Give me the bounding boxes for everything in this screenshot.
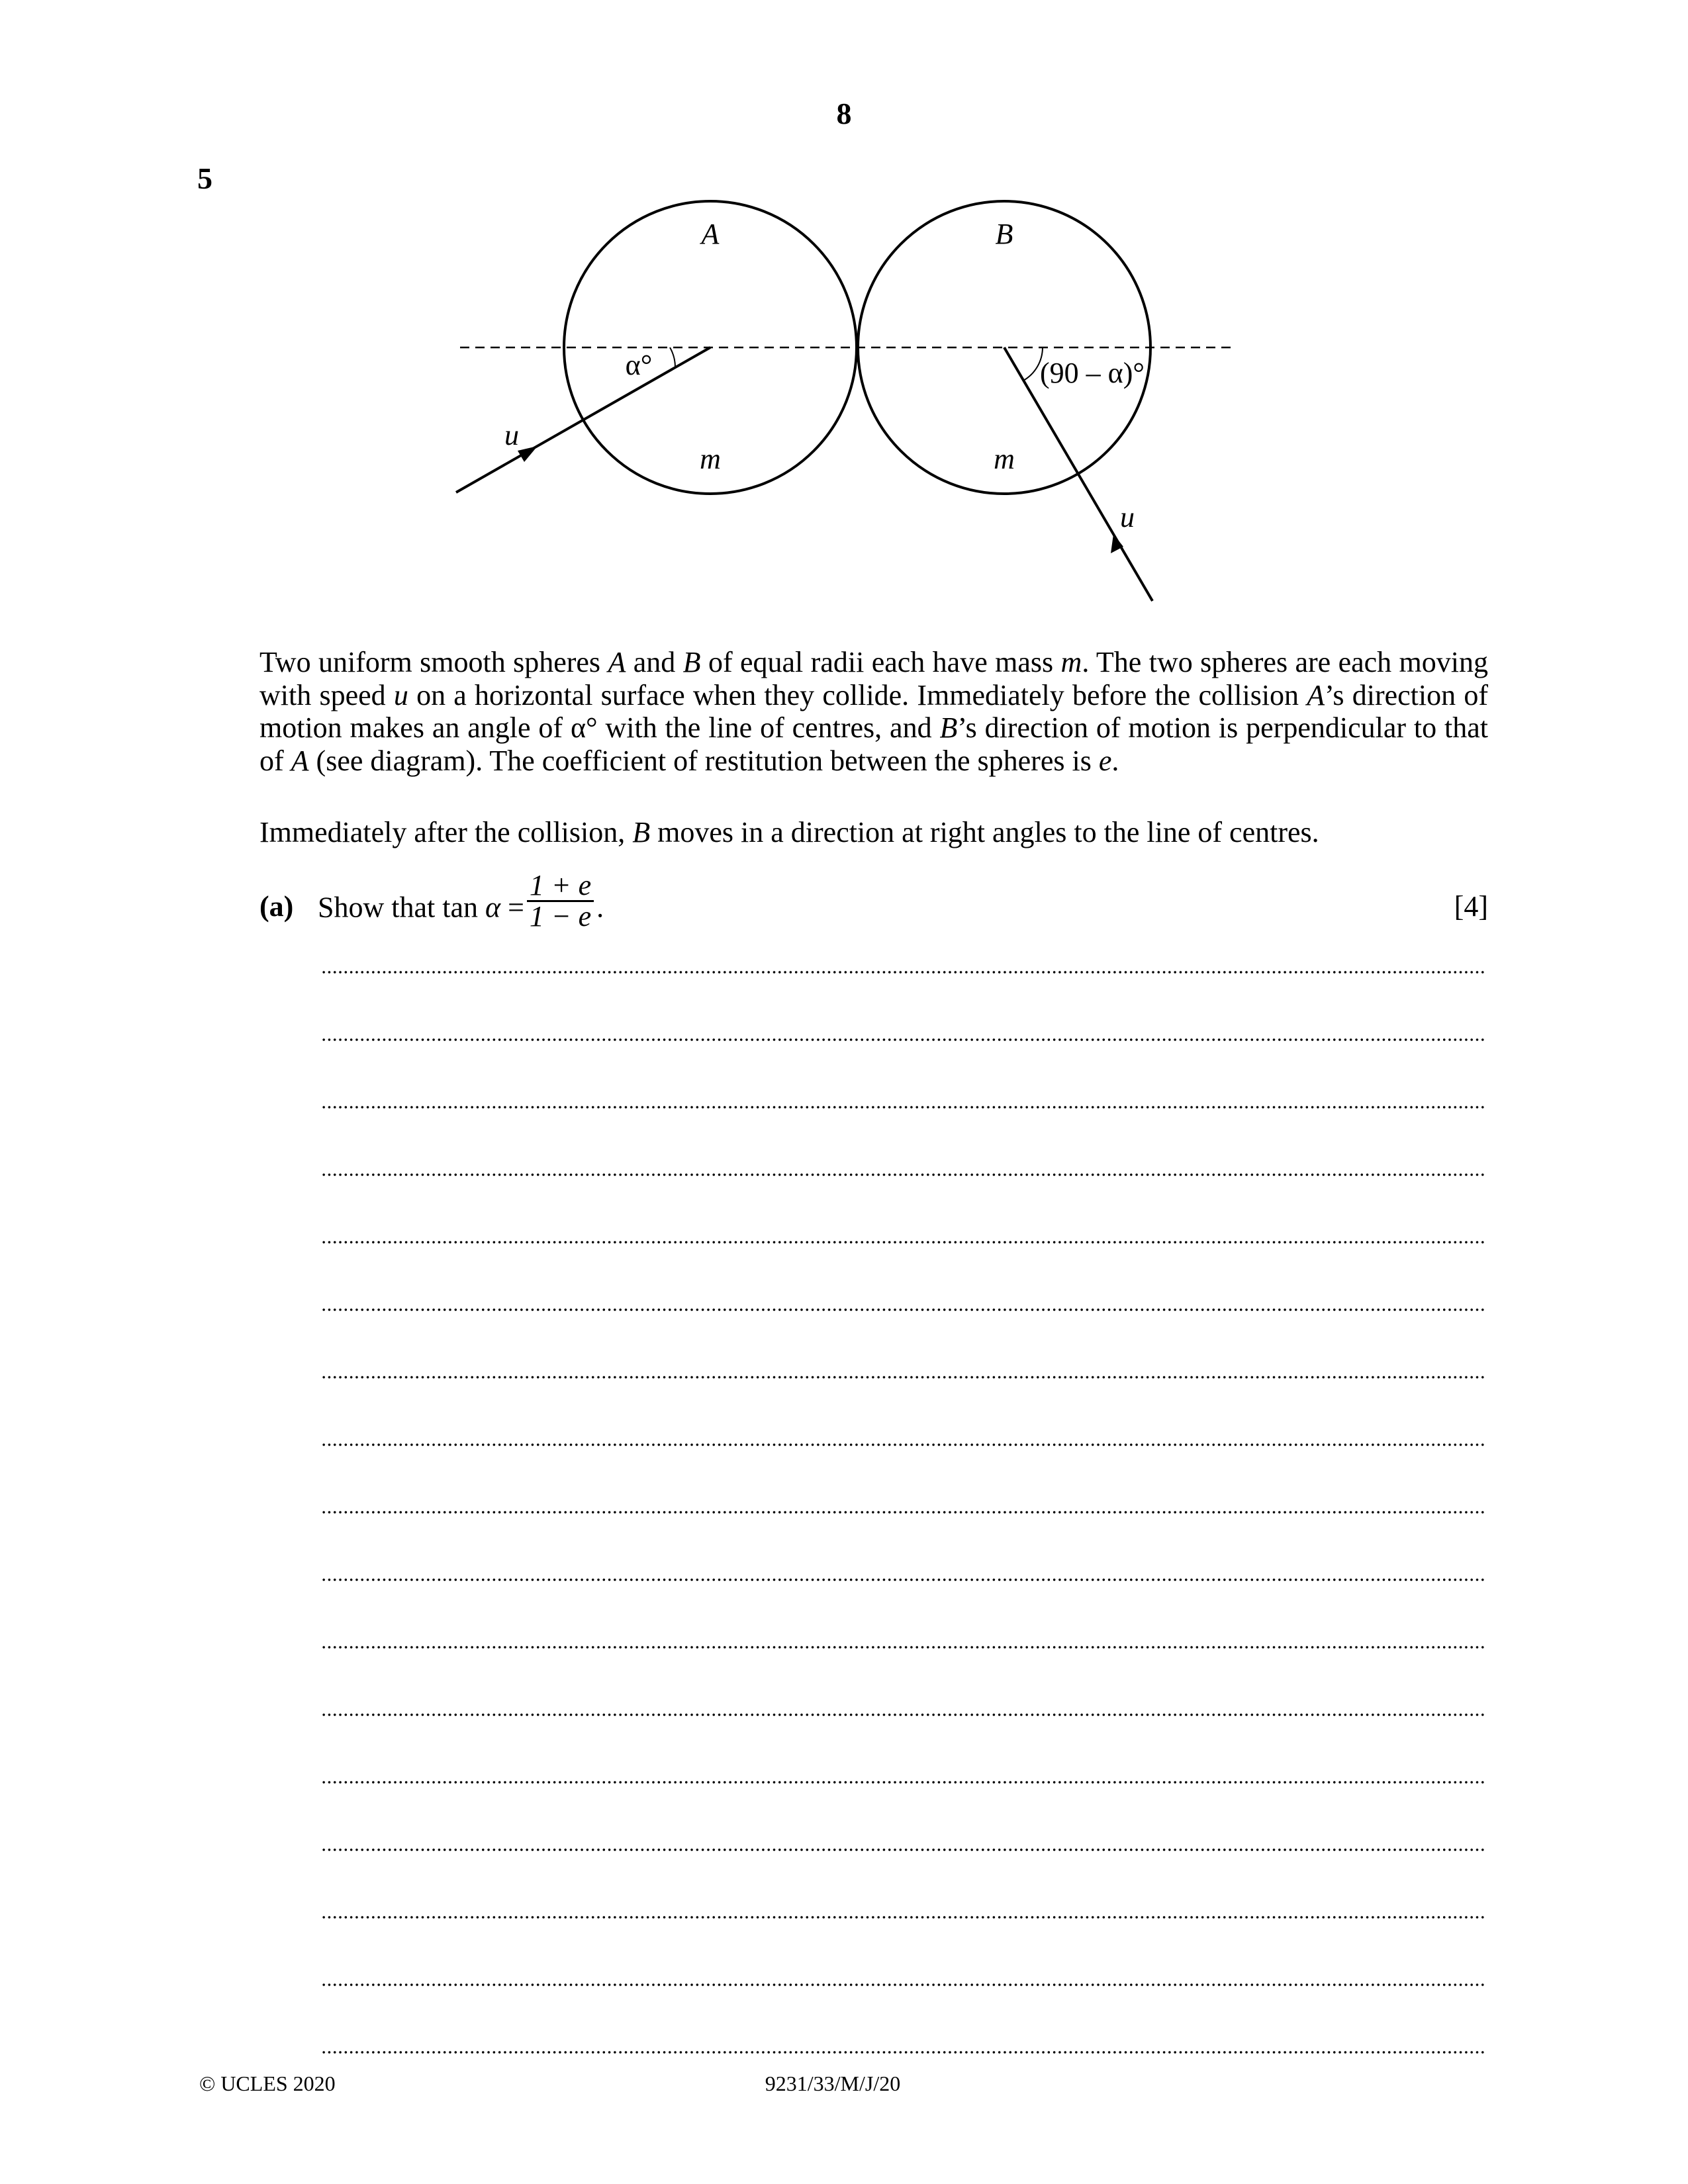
mass-b-label: m [994,443,1015,475]
part-a [259,869,1488,933]
arrow-a-icon [518,446,538,462]
answer-line[interactable] [321,2050,1486,2054]
answer-line[interactable] [321,1848,1486,1852]
page-number: 8 [836,97,852,130]
answer-line[interactable] [321,1038,1486,1042]
marks: [4] [1454,890,1488,923]
answer-line[interactable] [321,1173,1486,1177]
answer-line[interactable] [321,1375,1486,1379]
answer-line[interactable] [321,970,1486,974]
question-condition: Immediately after the collision, B moves in a direction at right angles to the line of centres. [259,816,1319,848]
answer-line[interactable] [321,1645,1486,1649]
part-a-text: Show that tan α = $\frac{1 + e}{1 - e}$ . [318,869,604,933]
answer-line[interactable] [321,1240,1486,1244]
speed-a-label: u [504,419,519,451]
collision-diagram [0,0,1688,662]
answer-line[interactable] [321,1443,1486,1447]
answer-line[interactable] [321,1713,1486,1717]
velocity-a-line [456,347,710,492]
copyright: © UCLES 2020 [199,2071,336,2095]
mass-a-label: m [700,443,721,475]
answer-line[interactable] [321,1105,1486,1109]
speed-b-label: u [1120,501,1135,533]
answer-line[interactable] [321,1308,1486,1312]
angle-b-label: (90 – α)° [1040,357,1145,389]
angle-a-label: α° [625,349,653,381]
fraction: $\frac{1 + e}{1 - e}$ [527,871,594,931]
answer-line[interactable] [321,1780,1486,1784]
sphere-a-label: A [701,218,720,250]
paper-code: 9231/33/M/J/20 [765,2071,901,2095]
answer-line[interactable] [321,1983,1486,1987]
question-number: 5 [197,161,212,195]
part-a-label: (a) [259,890,294,923]
answer-line[interactable] [321,1915,1486,1919]
answer-line[interactable] [321,1578,1486,1582]
question-stem: Two uniform smooth spheres A and B of equal radii each have mass m. The two spheres are each moving with speed u on a horizontal surface when they collide. Immediately before the collision A’s direction of motion makes an angle of α° with the line of centres, and B’s direction of motion is perpendicular to that of A (see diagram). The coefficient of restitution between the spheres is e. [259,646,1489,777]
sphere-b-label: B [995,218,1013,250]
answer-line[interactable] [321,1510,1486,1514]
angle-arc-a [670,347,675,367]
